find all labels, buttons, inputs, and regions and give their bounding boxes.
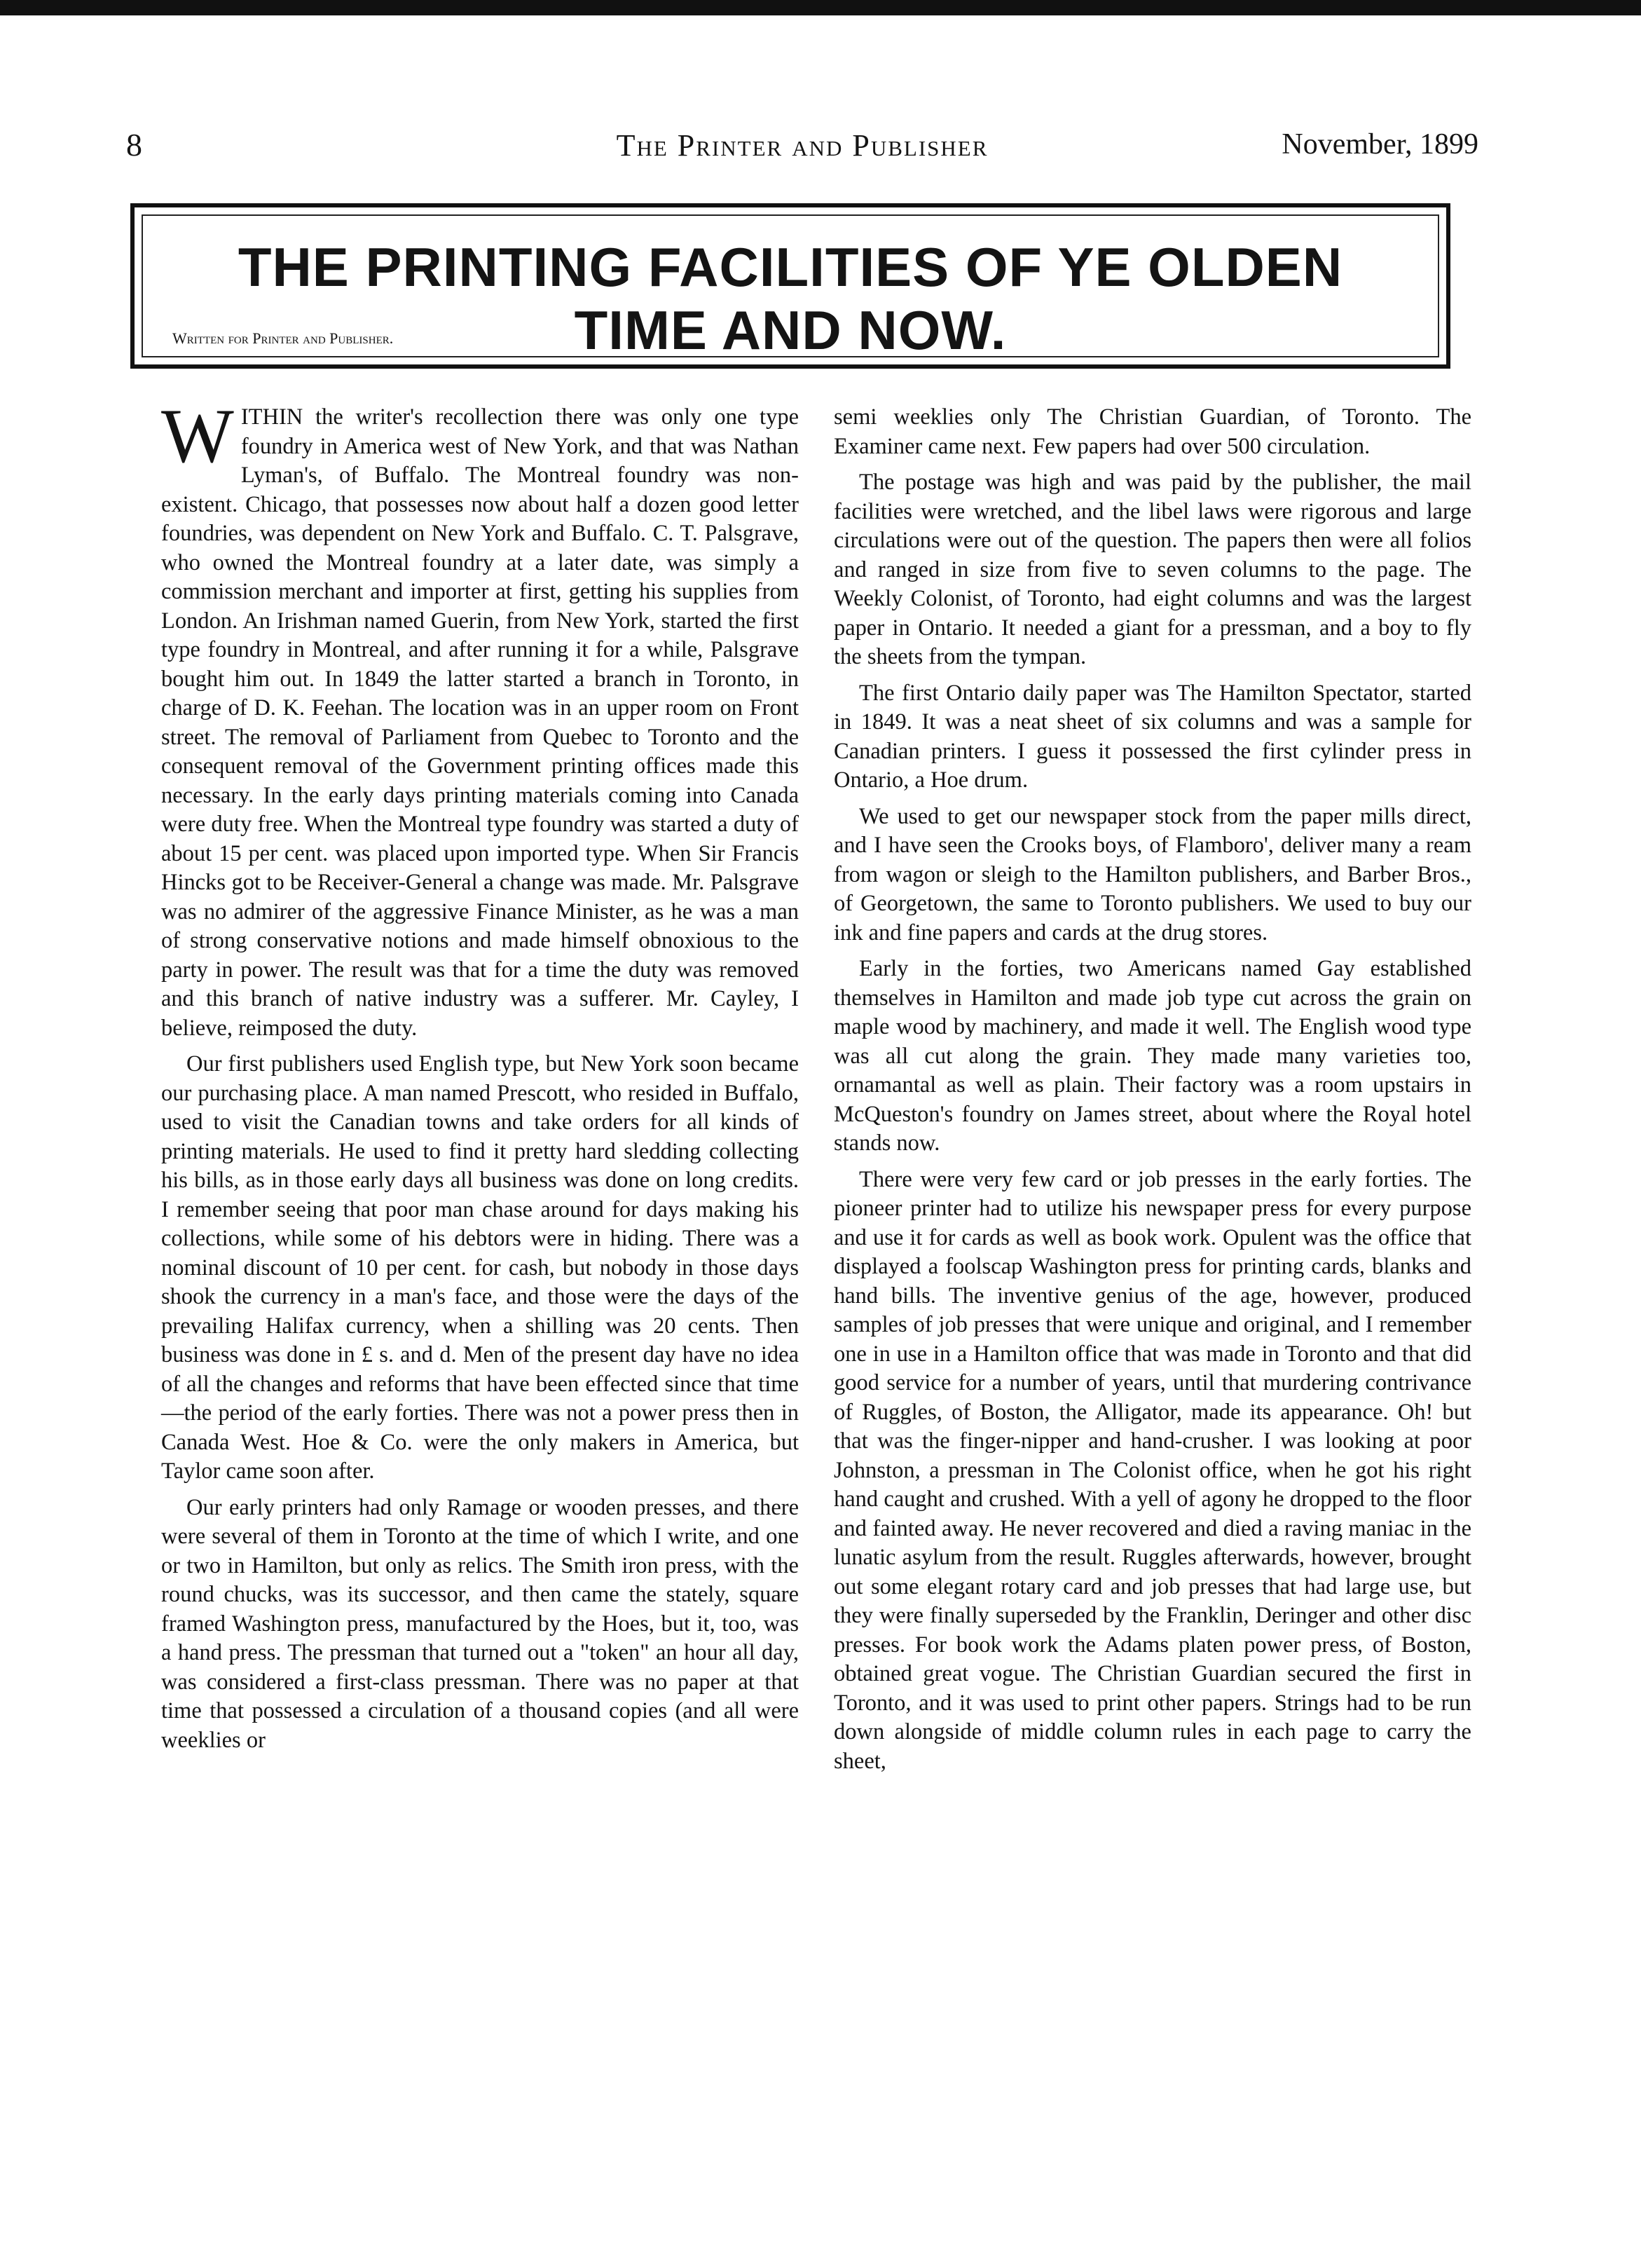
- article-title-line-1: THE PRINTING FACILITIES OF YE OLDEN: [238, 236, 1343, 298]
- paragraph: The postage was high and was paid by the publisher, the mail facilities were wretched, and the libel laws were rigorous and large circulations were out of the question. The papers then were all folios and ranged in size from five to seven columns to the page. The Weekly Colonist, of Toronto, had eight columns and was the largest paper in Ontario. It needed a giant for a pressman, and a boy to fly the sheets from the tympan.: [834, 470, 1471, 669]
- running-head: [126, 126, 1478, 168]
- top-rule: [0, 0, 1641, 15]
- title-box-inner-rule: [142, 214, 1439, 361]
- paragraph: There were very few card or job presses in the early forties. The pioneer printer had to utilize his newspaper press for every purpose and use it for cards as well as book work. Opulent was the office that displayed a foolscap Washington press for printing cards, blanks and hand bills. The inventive genius of the age, however, produced samples of job presses that were unique and original, and I remember one in use in a Hamilton office that was made in Toronto and that did good service for a number of years, until that murdering contrivance of Ruggles, of Boston, the Alligator, made its appearance. Oh! but that was the finger-nipper and hand-crusher. I was looking at poor Johnston, a pressman in The Colonist office, when he got his right hand caught and crushed. With a yell of agony he dropped to the floor and fainted away. He never recovered and died a raving maniac in the lunatic asylum from the result. Ruggles afterwards, however, brought out some elegant rotary card and job presses that had large use, but they were finally superseded by the Franklin, Deringer and other disc presses. For book work the Adams platen power press, of Boston, obtained great vogue. The Christian Guardian secured the first in Toronto, and it was used to print other papers. Strings had to be run down alongside of middle column rules in each page to carry the sheet,: [834, 1166, 1471, 1774]
- left-column: [161, 393, 799, 1762]
- article-title-line-2: TIME AND NOW.: [574, 299, 1007, 361]
- drop-cap: W: [161, 393, 234, 479]
- paragraph: Our first publishers used English type, but New York soon became our purchasing place. A man named Prescott, who resided in Buffalo, used to visit the Canadian towns and take orders for all kinds of printing materials. He used to find it pretty hard sledding collecting his bills, as in those early days all business was done on long credits. I remember seeing that poor man chase around for days making his collections, while some of his debtors were in hiding. There was a nominal discount of 10 per cent. for cash, but nobody in those days shook the currency in a man's face, and those were the days of the prevailing Halifax currency, when a shilling was 20 cents. Then business was done in £ s. and d. Men of the present day have no idea of all the changes and reforms that have been effected since that time—the period of the early forties. There was not a power press then in Canada West. Hoe & Co. were the only makers in America, but Taylor came soon after.: [161, 1051, 799, 1484]
- byline: Written for Printer and Publisher.: [172, 329, 394, 347]
- article-title-box: [130, 203, 1450, 369]
- paragraph: Early in the forties, two Americans named Gay established themselves in Hamilton and made job type cut across the grain on maple wood by machinery, and made it well. The English wood type was all cut along the grain. They made many varieties too, ornamantal as well as plain. Their factory was a room upstairs in McQueston's foundry on James street, about where the Royal hotel stands now.: [834, 956, 1471, 1156]
- paragraph: [161, 393, 799, 1043]
- paragraph: Our early printers had only Ramage or wooden presses, and there were several of them in Toronto at the time of which I write, and one or two in Hamilton, but only as relics. The Smith iron press, with the round chucks, was its successor, and then came the stately, square framed Washington press, manufactured by the Hoes, but it, too, was a hand press. The pressman that turned out a "token" an hour all day, was considered a first-class pressman. There was no paper at that time that possessed a circulation of a thousand copies (and all were weeklies or: [161, 1494, 799, 1753]
- paragraph: We used to get our newspaper stock from the paper mills direct, and I have seen the Crooks boys, of Flamboro', deliver many a ream from wagon or sleigh to the Hamilton publishers, and Barber Bros., of Georgetown, the same to Toronto publishers. We used to buy our ink and fine papers and cards at the drug stores.: [834, 803, 1471, 945]
- paragraph: semi weeklies only The Christian Guardian, of Toronto. The Examiner came next. Few papers had over 500 circulation.: [834, 404, 1471, 459]
- journal-title: The Printer and Publisher: [616, 128, 989, 163]
- right-column: [834, 403, 1471, 1783]
- issue-date: November, 1899: [1282, 128, 1478, 160]
- page-number: 8: [126, 127, 142, 163]
- paragraph: The first Ontario daily paper was The Hamilton Spectator, started in 1849. It was a neat sheet of six columns and was a sample for Canadian printers. I guess it possessed the first cylinder press in Ontario, a Hoe drum.: [834, 680, 1471, 793]
- paragraph-text: ITHIN the writer's recollection there was only one type foundry in America west of New York, and that was Nathan Lyman's, of Buffalo. The Montreal foundry was non-existent. Chicago, that possesses now about half a dozen good letter foundries, was dependent on New York and Buffalo. C. T. Palsgrave, who owned the Montreal foundry at a later date, was simply a commission merchant and importer at first, getting his supplies from London. An Irishman named Guerin, from New York, started the first type foundry in Montreal, and after running it for a while, Palsgrave bought him out. In 1849 the latter started a branch in Toronto, in charge of D. K. Feehan. The location was in an upper room on Front street. The removal of Parliament from Quebec to Toronto and the consequent removal of the Government printing offices made this necessary. In the early days printing materials coming into Canada were duty free. When the Montreal type foundry was started a duty of about 15 per cent. was placed upon imported type. When Sir Francis Hincks got to be Receiver-General a change was made. Mr. Palsgrave was no admirer of the aggressive Finance Minister, as he was a man of strong conservative notions and made himself obnoxious to the party in power. The result was that for a time the duty was removed and this branch of native industry was a sufferer. Mr. Cayley, I believe, reimposed the duty.: [161, 404, 799, 1041]
